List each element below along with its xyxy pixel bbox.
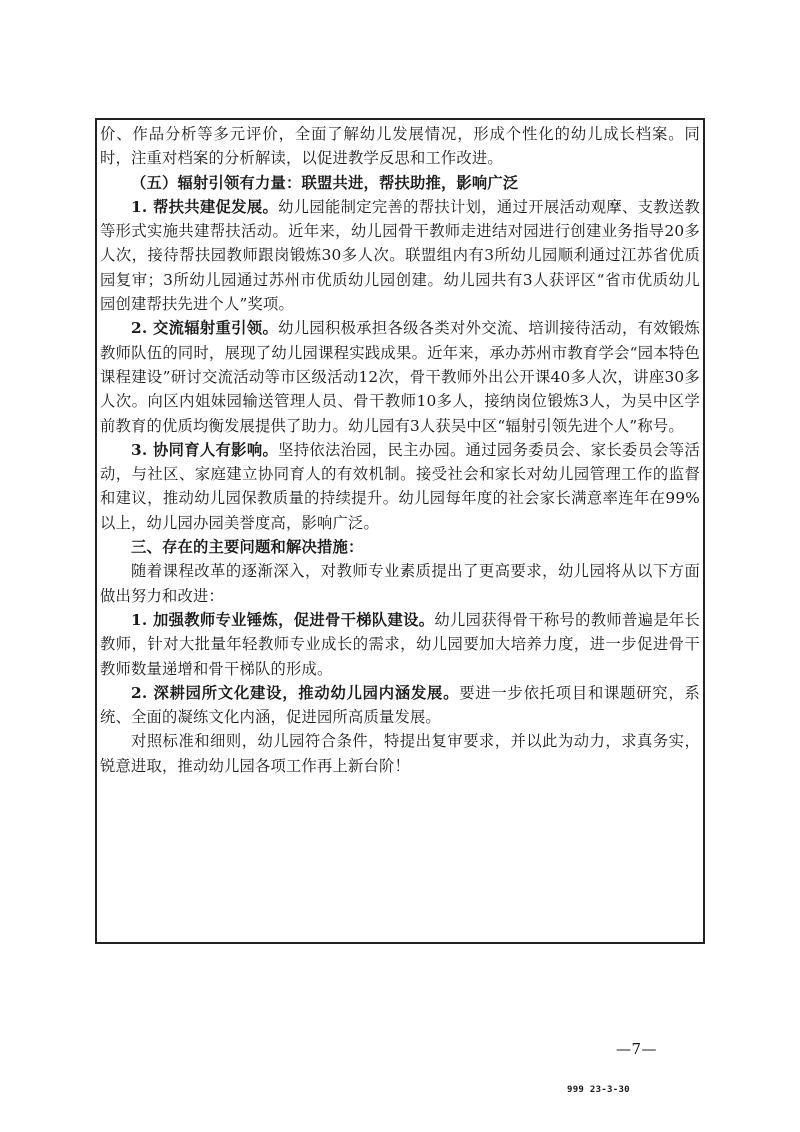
item-3-title: 3. 协同育人有影响。 xyxy=(131,440,279,459)
item-3-paragraph xyxy=(100,438,700,535)
page-number: —7— xyxy=(616,1040,658,1058)
measure-1-title: 1. 加强教师专业锤炼，促进骨干梯队建设。 xyxy=(131,610,435,629)
closing-paragraph: 对照标准和细则，幼儿园符合条件，特提出复审要求，并以此为动力，求真务实，锐意进取，推动幼儿园各项工作再上新台阶！ xyxy=(100,732,700,775)
item-2-title: 2. 交流辐射重引领。 xyxy=(131,319,279,338)
item-1-body: 幼儿园能制定完善的帮扶计划，通过开展活动观摩、支教送教等形式实施共建帮扶活动。近年来，幼儿园骨干教师走进结对园进行创建业务指导20多人次，接待帮扶园教师跟岗锻炼30多人次。联盟组内有3所幼儿园顺利通过江苏省优质园复审；3所幼儿园通过苏州市优质幼儿园创建。幼儿园共有3人获评区“省市优质幼儿园创建帮扶先进个人”奖项。 xyxy=(100,197,701,314)
measure-1-paragraph xyxy=(100,608,700,681)
section-5-heading: （五）辐射引领有力量：联盟共进，帮扶助推，影响广泛 xyxy=(131,173,519,192)
item-1-title: 1. 帮扶共建促发展。 xyxy=(131,197,279,216)
reform-paragraph: 随着课程改革的逐渐深入，对教师专业素质提出了更高要求，幼儿园将从以下方面做出努力和改进： xyxy=(100,562,700,605)
item-1-paragraph xyxy=(100,195,700,316)
measure-2-body: 要进一步依托项目和课题研究，系统、全面的凝练文化内涵，促进园所高质量发展。 xyxy=(100,683,700,727)
item-2-body: 幼儿园积极承担各级各类对外交流、培训接待活动，有效锻炼教师队伍的同时，展现了幼儿园课程实践成果。近年来，承办苏州市教育学会“园本特色课程建设”研讨交流活动等市区级活动12次，骨干教师外出公开课40多人次，讲座30多人次。向区内姐妹园输送管理人员、骨干教师10多人，接纳岗位锻炼3人，为吴中区学前教育的优质均衡发展提供了助力。幼儿园有3人获吴中区“辐射引领先进个人”称号。 xyxy=(100,319,701,435)
item-3-body: 坚持依法治园，民主办园。通过园务委员会、家长委员会等活动，与社区、家庭建立协同育人的有效机制。接受社会和家长对幼儿园管理工作的监督和建议，推动幼儿园保教质量的持续提升。幼儿园每年度的社会家长满意率连年在99%以上，幼儿园办园美誉度高，影响广泛。 xyxy=(100,440,701,532)
intro-paragraph: 价、作品分析等多元评价，全面了解幼儿发展情况，形成个性化的幼儿成长档案。同时，注重对档案的分析解读，以促进教学反思和工作改进。 xyxy=(100,125,700,168)
section-3-heading: 三、存在的主要问题和解决措施： xyxy=(131,538,364,557)
document-body xyxy=(100,122,700,778)
measure-2-paragraph xyxy=(100,681,700,730)
item-2-paragraph xyxy=(100,316,700,437)
measure-1-body: 幼儿园获得骨干称号的教师普遍是年长教师，针对大批量年轻教师专业成长的需求，幼儿园要加大培养力度，进一步促进骨干教师数量递增和骨干梯队的形成。 xyxy=(100,610,701,678)
measure-2-title: 2. 深耕园所文化建设，推动幼儿园内涵发展。 xyxy=(131,683,460,702)
print-stamp: 999 23-3-30 xyxy=(567,1085,630,1095)
